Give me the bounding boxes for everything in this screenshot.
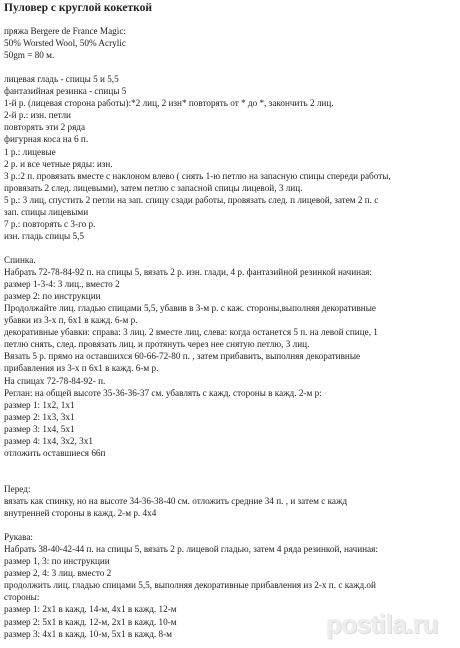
text-line: отложить оставшиеся 66п [4,447,106,458]
text-line: размер 2, 4: 3 лиц. вместо 2 [4,568,112,579]
text-line: 3 р.:2 п. провязать вместе с наклоном влево ( снять 1-ю петлю на запасную спицы спереди работы, [4,170,391,181]
text-line: фантазийная резинка - спицы 5 [4,86,127,97]
text-line: 2-й р.: изн. петли [4,110,71,121]
text-line: петлю снять, след. провязать лиц. и протянуть через нее снятую петлю, 3 лиц. [4,339,310,350]
text-line: прибавления из 3-х п 6х1 в кажд. 6-м р. [4,363,159,374]
text-line: 1-й р. (лицевая сторона работы):*2 лиц, 2 изн* повторять от * до *, закончить 2 лиц. [4,98,334,109]
text-line: размер 1, 3: по инструкции [4,556,110,567]
text-line: Набрать 72-78-84-92 п. на спицы 5, вязать 2 р. изн. глади, 4 р. фантазийной резинкой начиная: [4,267,372,277]
text-line: 7 р.: повторять с 3-го р. [4,218,96,229]
text-line: размер 2: по инструкции [4,291,101,302]
text-line: пряжа Bergere de France Magic: [4,26,126,36]
text-line: Набрать 38-40-42-44 п. на спицы 5, вязать 2 р. лицевой гладью, затем 4 ряда резинкой, начиная: [4,544,378,555]
text-line: декоративные убавки: справа: 3 лиц. 2 вместе лиц, слева: когда останется 5 п. на левой спице, 1 [4,327,378,338]
text-line: стороны: [4,592,40,603]
document-title: Пуловер с круглой кокеткой [4,2,153,14]
text-line: размер 2: 5х1 в кажд. 12-м, 2х1 в кажд. 10-м [4,616,177,627]
text-line: Продолжайте лиц. гладью спицами 5,5, убавив в 3-м р. с каж. стороны,выполняя декоративные [4,303,376,314]
text-line: Вязать 5 р. прямо на оставшихся 60-66-72-80 п. , затем прибавить, выполняя декоративные [4,351,361,362]
watermark-text: postila.ru [325,608,438,639]
text-line: вязать как спинку, но на высоте 34-36-38-40 см. отложить средние 34 п. , и затем с кажд [4,496,348,506]
text-line: На спицах 72-78-84-92- п. [4,375,106,386]
text-line: внутренней стороны в кажд. 2-м р. 4х4 [4,508,157,518]
text-line: размер 1: 2х1 в кажд. 14-м, 4х1 в кажд. 12-м [4,604,177,615]
text-line: размер 1-3-4: 3 лиц., вместо 2 [4,279,120,290]
watermark-logo [304,600,460,648]
text-line: размер 4: 1х4, 3х2, 3х1 [4,435,93,446]
text-line: Рукава: [4,532,33,543]
text-line: Спинка. [4,255,36,265]
text-line: продолжить лиц. гладью спицами 5,5, выполняя декоративные прибавления из 2-х п. с кажд.ой [4,580,376,591]
text-line: повторять эти 2 ряда [4,122,86,133]
text-line: провязать 2 след. лицевыми), затем петлю с запасной спицы лицевой, 3 лиц. [4,182,303,193]
text-line: размер 1: 1х2, 1х1 [4,399,75,410]
text-line: убавки из 3-х п, 6х1 в кажд. 6-м р. [4,315,138,326]
text-line: 1 р.: лицевые [4,146,56,157]
text-line: Реглан: на общей высоте 35-36-36-37 см. убавлять с кажд. стороны в кажд. 2-м р: [4,387,322,398]
text-line: 50gm = 80 м. [4,50,55,61]
text-line: размер 2: 1х3, 3х1 [4,411,75,422]
text-line: Перед: [4,483,31,494]
text-line: 5 р.: 3 лиц, спустить 2 петли на зап. спицу сзади работы, провязать след. п лицевой, затем 2 п. с [4,194,379,205]
text-line: лицевая гладь - спицы 5 и 5,5 [4,74,119,85]
text-line: 2 р. и все четные ряды: изн. [4,158,113,169]
text-line: фигурная коса на 6 п. [4,134,89,145]
text-line: изн. гладь спицы 5,5 [4,230,84,241]
text-line: зап. спицы лицевыми [4,206,89,217]
text-line: 50% Worsted Wool, 50% Acrylic [4,38,126,48]
text-line: размер 3: 4х1 в кажд. 10-м, 5х1 в кажд. 8-м [4,628,172,639]
text-line: размер 3: 1х4, 5х1 [4,423,75,434]
